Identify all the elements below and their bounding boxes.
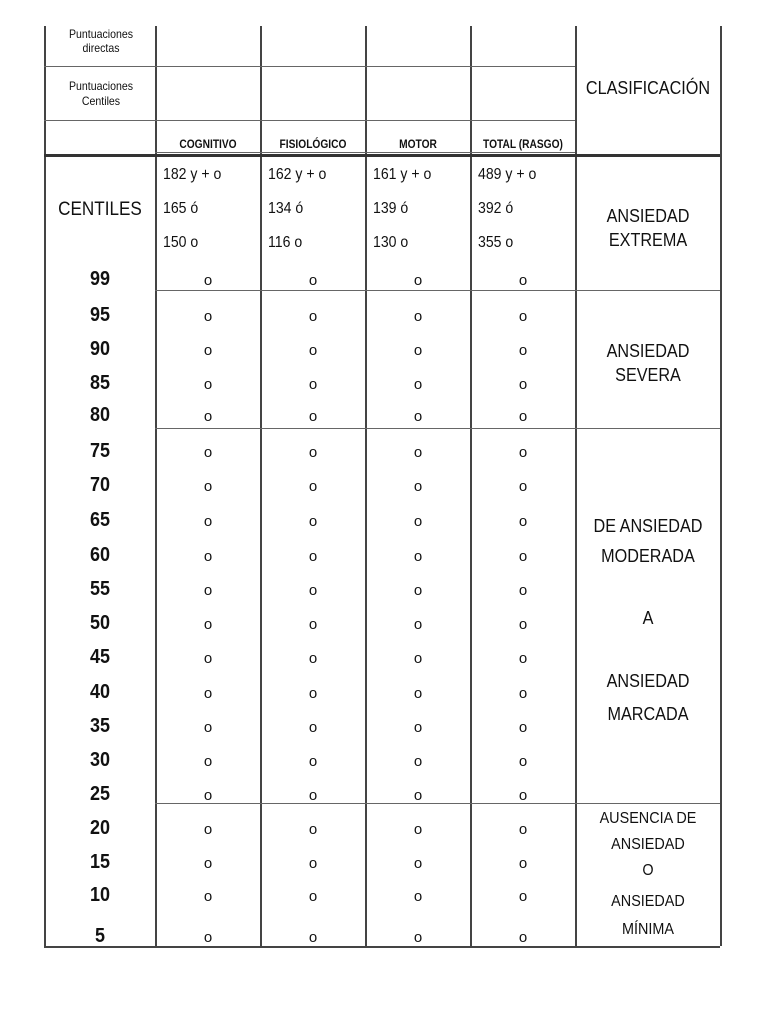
table-right-border	[720, 26, 722, 946]
score-cell-total-rasgo: o	[518, 408, 528, 425]
header-row-divider-1	[44, 66, 575, 67]
classification-minima-line2: ANSIEDAD	[611, 836, 685, 853]
score-cell-motor: o	[413, 929, 423, 946]
classification-extrema-line2: EXTREMA	[608, 230, 688, 250]
score-cell-fisiologico: o	[308, 272, 318, 289]
score-cell-total-rasgo: o	[518, 444, 528, 461]
centile-value-50: 50	[89, 612, 111, 634]
score-cell-fisiologico: o	[308, 719, 318, 736]
centile-value-20: 20	[89, 817, 111, 839]
score-cell-cognitivo: o	[203, 444, 213, 461]
score-cell-fisiologico: o	[308, 444, 318, 461]
score-cell-motor: o	[413, 616, 423, 633]
score-cell-fisiologico: o	[308, 548, 318, 565]
centile-value-45: 45	[89, 646, 111, 668]
score-cell-total-rasgo: o	[518, 719, 528, 736]
centile-value-99: 99	[89, 268, 111, 290]
header-bottom-rule	[44, 154, 720, 157]
classification-moderada-line4: ANSIEDAD	[606, 671, 690, 691]
column-divider-cognitivo	[155, 26, 157, 946]
column-divider-total	[470, 26, 472, 946]
score-cell-cognitivo: o	[203, 272, 213, 289]
centiles-label: CENTILES	[58, 199, 142, 220]
score-cell-fisiologico: o	[308, 582, 318, 599]
score-cell-fisiologico: o	[308, 787, 318, 804]
threshold-cell-total-rasgo: 489 y + o	[478, 166, 537, 183]
threshold-cell-cognitivo: 165 ó	[163, 200, 199, 217]
score-cell-motor: o	[413, 753, 423, 770]
table-left-border	[44, 26, 46, 946]
centile-value-15: 15	[89, 851, 111, 873]
centile-value-5: 5	[94, 925, 106, 947]
score-cell-cognitivo: o	[203, 548, 213, 565]
score-cell-cognitivo: o	[203, 582, 213, 599]
score-cell-fisiologico: o	[308, 929, 318, 946]
threshold-cell-motor: 130 o	[373, 234, 409, 251]
score-cell-total-rasgo: o	[518, 787, 528, 804]
group-divider-extrema	[155, 290, 720, 291]
score-cell-total-rasgo: o	[518, 888, 528, 905]
score-cell-motor: o	[413, 888, 423, 905]
score-cell-cognitivo: o	[203, 855, 213, 872]
score-cell-fisiologico: o	[308, 478, 318, 495]
score-cell-cognitivo: o	[203, 408, 213, 425]
score-cell-fisiologico: o	[308, 376, 318, 393]
score-cell-cognitivo: o	[203, 685, 213, 702]
score-cell-cognitivo: o	[203, 376, 213, 393]
centile-value-55: 55	[89, 578, 111, 600]
score-cell-cognitivo: o	[203, 787, 213, 804]
threshold-cell-fisiologico: 162 y + o	[268, 166, 327, 183]
score-cell-total-rasgo: o	[518, 548, 528, 565]
score-cell-fisiologico: o	[308, 855, 318, 872]
score-cell-cognitivo: o	[203, 342, 213, 359]
classification-moderada-line3: A	[642, 608, 654, 628]
score-cell-total-rasgo: o	[518, 272, 528, 289]
row-label-direct-scores-line1: Puntuaciones	[68, 27, 133, 41]
score-cell-cognitivo: o	[203, 753, 213, 770]
classification-moderada-line2: MODERADA	[601, 546, 695, 566]
classification-severa-line2: SEVERA	[615, 365, 681, 385]
centile-value-70: 70	[89, 474, 111, 496]
score-cell-total-rasgo: o	[518, 929, 528, 946]
score-cell-cognitivo: o	[203, 616, 213, 633]
centile-value-35: 35	[89, 715, 111, 737]
centile-value-80: 80	[89, 404, 111, 426]
centile-value-65: 65	[89, 509, 111, 531]
score-cell-motor: o	[413, 272, 423, 289]
score-cell-cognitivo: o	[203, 308, 213, 325]
score-cell-total-rasgo: o	[518, 342, 528, 359]
score-cell-motor: o	[413, 376, 423, 393]
score-cell-cognitivo: o	[203, 719, 213, 736]
score-cell-fisiologico: o	[308, 685, 318, 702]
score-cell-fisiologico: o	[308, 753, 318, 770]
threshold-cell-motor: 139 ó	[373, 200, 409, 217]
score-cell-total-rasgo: o	[518, 753, 528, 770]
column-divider-motor	[365, 26, 367, 946]
classification-minima-line4: ANSIEDAD	[611, 893, 685, 910]
threshold-cell-total-rasgo: 355 o	[478, 234, 514, 251]
centile-value-60: 60	[89, 544, 111, 566]
score-cell-total-rasgo: o	[518, 513, 528, 530]
score-cell-motor: o	[413, 408, 423, 425]
table-bottom-border	[44, 946, 720, 948]
score-cell-motor: o	[413, 821, 423, 838]
column-header-fisiologico: FISIOLÓGICO	[279, 137, 347, 151]
score-cell-total-rasgo: o	[518, 376, 528, 393]
score-cell-total-rasgo: o	[518, 308, 528, 325]
centile-value-85: 85	[89, 372, 111, 394]
score-cell-cognitivo: o	[203, 478, 213, 495]
score-cell-total-rasgo: o	[518, 478, 528, 495]
score-cell-cognitivo: o	[203, 821, 213, 838]
row-label-centile-scores-line1: Puntuaciones	[68, 79, 133, 93]
score-cell-cognitivo: o	[203, 929, 213, 946]
column-divider-fisiologico	[260, 26, 262, 946]
classification-minima-line5: MÍNIMA	[621, 921, 675, 938]
centile-value-25: 25	[89, 783, 111, 805]
centile-value-10: 10	[89, 884, 111, 906]
score-cell-motor: o	[413, 582, 423, 599]
score-cell-motor: o	[413, 513, 423, 530]
score-cell-total-rasgo: o	[518, 650, 528, 667]
classification-header: CLASIFICACIÓN	[585, 78, 711, 98]
classification-moderada-line1: DE ANSIEDAD	[593, 516, 703, 536]
centile-value-30: 30	[89, 749, 111, 771]
score-cell-motor: o	[413, 650, 423, 667]
header-row-divider-2	[44, 120, 575, 121]
score-cell-fisiologico: o	[308, 408, 318, 425]
score-cell-motor: o	[413, 685, 423, 702]
score-cell-fisiologico: o	[308, 616, 318, 633]
centile-value-40: 40	[89, 681, 111, 703]
score-cell-fisiologico: o	[308, 513, 318, 530]
centile-value-90: 90	[89, 338, 111, 360]
score-cell-motor: o	[413, 548, 423, 565]
group-divider-severa	[155, 428, 720, 429]
classification-extrema-line1: ANSIEDAD	[606, 206, 690, 226]
centile-value-95: 95	[89, 304, 111, 326]
classification-severa-line1: ANSIEDAD	[606, 341, 690, 361]
score-cell-total-rasgo: o	[518, 821, 528, 838]
score-cell-cognitivo: o	[203, 650, 213, 667]
score-cell-motor: o	[413, 342, 423, 359]
threshold-cell-total-rasgo: 392 ó	[478, 200, 514, 217]
score-cell-total-rasgo: o	[518, 685, 528, 702]
score-cell-motor: o	[413, 478, 423, 495]
score-cell-total-rasgo: o	[518, 616, 528, 633]
row-label-centile-scores-line2: Centiles	[81, 94, 121, 108]
score-cell-cognitivo: o	[203, 888, 213, 905]
score-cell-total-rasgo: o	[518, 855, 528, 872]
score-cell-motor: o	[413, 855, 423, 872]
column-divider-classification	[575, 26, 577, 946]
score-cell-total-rasgo: o	[518, 582, 528, 599]
classification-moderada-line5: MARCADA	[607, 704, 689, 724]
column-header-underline	[155, 152, 575, 153]
score-cell-fisiologico: o	[308, 888, 318, 905]
column-header-cognitivo: COGNITIVO	[179, 137, 237, 151]
threshold-cell-fisiologico: 134 ó	[268, 200, 304, 217]
score-cell-fisiologico: o	[308, 342, 318, 359]
score-cell-motor: o	[413, 444, 423, 461]
score-cell-fisiologico: o	[308, 308, 318, 325]
classification-minima-line1: AUSENCIA DE	[599, 810, 697, 827]
threshold-cell-cognitivo: 182 y + o	[163, 166, 222, 183]
score-cell-fisiologico: o	[308, 821, 318, 838]
column-header-total-rasgo: TOTAL (RASGO)	[483, 137, 563, 151]
centile-value-75: 75	[89, 440, 111, 462]
classification-minima-line3: O	[642, 862, 654, 879]
column-header-motor: MOTOR	[399, 137, 437, 151]
threshold-cell-cognitivo: 150 o	[163, 234, 199, 251]
row-label-direct-scores-line2: directas	[82, 41, 120, 55]
score-cell-motor: o	[413, 787, 423, 804]
score-cell-cognitivo: o	[203, 513, 213, 530]
threshold-cell-fisiologico: 116 o	[268, 234, 303, 251]
score-cell-fisiologico: o	[308, 650, 318, 667]
score-cell-motor: o	[413, 308, 423, 325]
score-cell-motor: o	[413, 719, 423, 736]
threshold-cell-motor: 161 y + o	[373, 166, 432, 183]
